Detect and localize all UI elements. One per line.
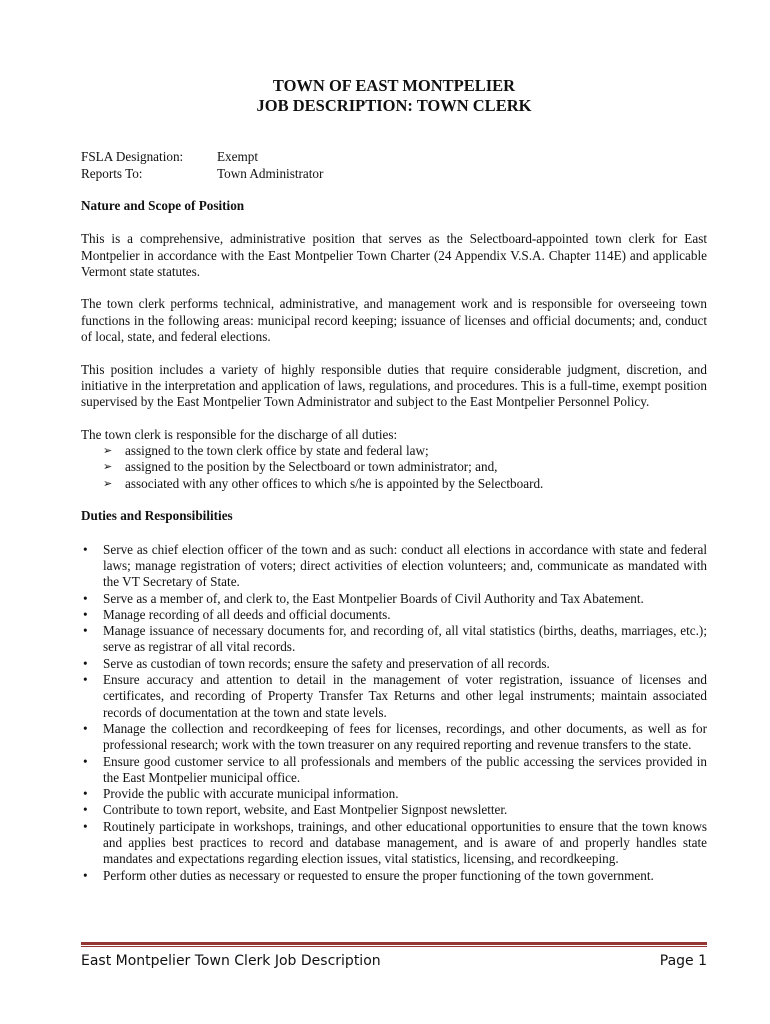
duties-lead: The town clerk is responsible for the discharge of all duties:	[81, 426, 398, 442]
bullet-icon: •	[83, 623, 88, 639]
section-heading-duties: Duties and Responsibilities	[81, 508, 233, 524]
bullet-icon: •	[83, 541, 88, 557]
position-fields	[81, 148, 323, 182]
bullet-icon: •	[83, 655, 88, 671]
duty-text: Serve as custodian of town records; ensure the safety and preservation of all records.	[103, 655, 550, 671]
duty-item	[81, 786, 707, 802]
field-label-reports-to: Reports To:	[81, 166, 143, 181]
duty-text: Ensure accuracy and attention to detail in the management of voter registration, issuance of licenses and certificates, and recording of Property Transfer Tax Returns and other legal instruments; maintain associated records of documentation at the town and state levels.	[103, 672, 707, 720]
arrow-item-text: assigned to the town clerk office by state and federal law;	[125, 443, 429, 459]
document-title	[81, 76, 707, 116]
duty-text: Perform other duties as necessary or requested to ensure the proper functioning of the town government.	[103, 867, 654, 883]
arrow-item-text: assigned to the position by the Selectboard or town administrator; and,	[125, 459, 498, 475]
bullet-icon: •	[83, 606, 88, 622]
paragraph: This position includes a variety of highly responsible duties that require considerable judgment, discretion, and initiative in the interpretation and application of laws, regulations, and procedures. This is a full-time, exempt position supervised by the East Montpelier Town Administrator and subject to the East Montpelier Personnel Policy.	[81, 361, 707, 410]
duty-item	[81, 542, 707, 591]
bullet-icon: •	[83, 753, 88, 769]
duty-item	[81, 607, 707, 623]
duty-item	[81, 802, 707, 818]
duty-text: Provide the public with accurate municipal information.	[103, 786, 399, 802]
arrow-list-item	[81, 459, 707, 475]
arrow-bullet-icon: ➢	[103, 477, 113, 490]
field-value-reports-to: Town Administrator	[217, 166, 324, 181]
bullet-icon: •	[83, 720, 88, 736]
duty-item	[81, 656, 707, 672]
page-footer	[81, 951, 707, 971]
footer-rule-thin	[81, 946, 707, 947]
bullet-icon: •	[83, 672, 88, 688]
arrow-list-item	[81, 443, 707, 459]
duty-item	[81, 868, 707, 884]
page-number: Page 1	[659, 953, 707, 969]
duty-item	[81, 819, 707, 868]
title-town: TOWN OF EAST MONTPELIER	[272, 76, 516, 95]
bullet-icon: •	[83, 818, 88, 834]
bullet-icon: •	[83, 867, 88, 883]
title-job: JOB DESCRIPTION: TOWN CLERK	[256, 96, 532, 115]
field-label-fsla: FSLA Designation:	[81, 149, 184, 164]
duty-item	[81, 591, 707, 607]
duty-item	[81, 721, 707, 754]
duty-text: Ensure good customer service to all professionals and members of the public accessing the services provided in the East Montpelier municipal office.	[103, 753, 707, 785]
arrow-bullet-icon: ➢	[103, 461, 113, 474]
field-value-fsla: Exempt	[217, 149, 259, 164]
footer-document-title: East Montpelier Town Clerk Job Description	[81, 953, 381, 969]
arrow-list-item	[81, 476, 707, 492]
bullet-icon: •	[83, 786, 88, 802]
duty-text: Serve as chief election officer of the town and as such: conduct all elections in accordance with state and federal laws; manage registration of voters; direct activities of election volunteers; and, communicate as mandated with the VT Secretary of State.	[103, 541, 707, 590]
section-heading-nature: Nature and Scope of Position	[81, 198, 245, 213]
duty-item	[81, 672, 707, 721]
duty-item	[81, 623, 707, 656]
arrow-item-text: associated with any other offices to which s/he is appointed by the Selectboard.	[125, 475, 544, 491]
arrow-bullet-icon: ➢	[103, 445, 113, 458]
document-body	[81, 198, 707, 884]
paragraph: This is a comprehensive, administrative position that serves as the Selectboard-appointed town clerk for East Montpelier in accordance with the East Montpelier Town Charter (24 Appendix V.S.A. Chapter 114E) and applicable Vermont state statutes.	[81, 231, 707, 279]
duties-list	[81, 542, 707, 884]
duty-text: Manage recording of all deeds and official documents.	[103, 606, 391, 622]
document-page	[81, 0, 707, 1024]
duty-text: Contribute to town report, website, and East Montpelier Signpost newsletter.	[103, 802, 508, 818]
duty-text: Routinely participate in workshops, trainings, and other educational opportunities to ensure that the town knows and applies best practices to record and database management, and is aware of and properly handles state mandates and expectations regarding election issues, vital statistics, licensing, and recordkeeping.	[103, 818, 707, 867]
paragraph: The town clerk performs technical, administrative, and management work and is responsible for overseeing town functions in the following areas: municipal record keeping; issuance of licenses and official documents; and, conduct of local, state, and federal elections.	[81, 296, 707, 345]
duty-text: Manage the collection and recordkeeping of fees for licenses, recordings, and other documents, as well as for professional research; work with the town treasurer on any required reporting and revenue transfers to the state.	[103, 720, 707, 753]
duty-item	[81, 754, 707, 787]
footer-rule-thick	[81, 942, 707, 945]
duty-text: Serve as a member of, and clerk to, the East Montpelier Boards of Civil Authority and Tax Abatement.	[103, 590, 644, 606]
duty-text: Manage issuance of necessary documents for, and recording of, all vital statistics (births, deaths, marriages, etc.); serve as registrar of all vital records.	[103, 623, 707, 655]
bullet-icon: •	[83, 802, 88, 818]
arrow-list	[81, 443, 707, 492]
bullet-icon: •	[83, 590, 88, 606]
field-row	[81, 165, 323, 182]
field-row	[81, 148, 323, 165]
